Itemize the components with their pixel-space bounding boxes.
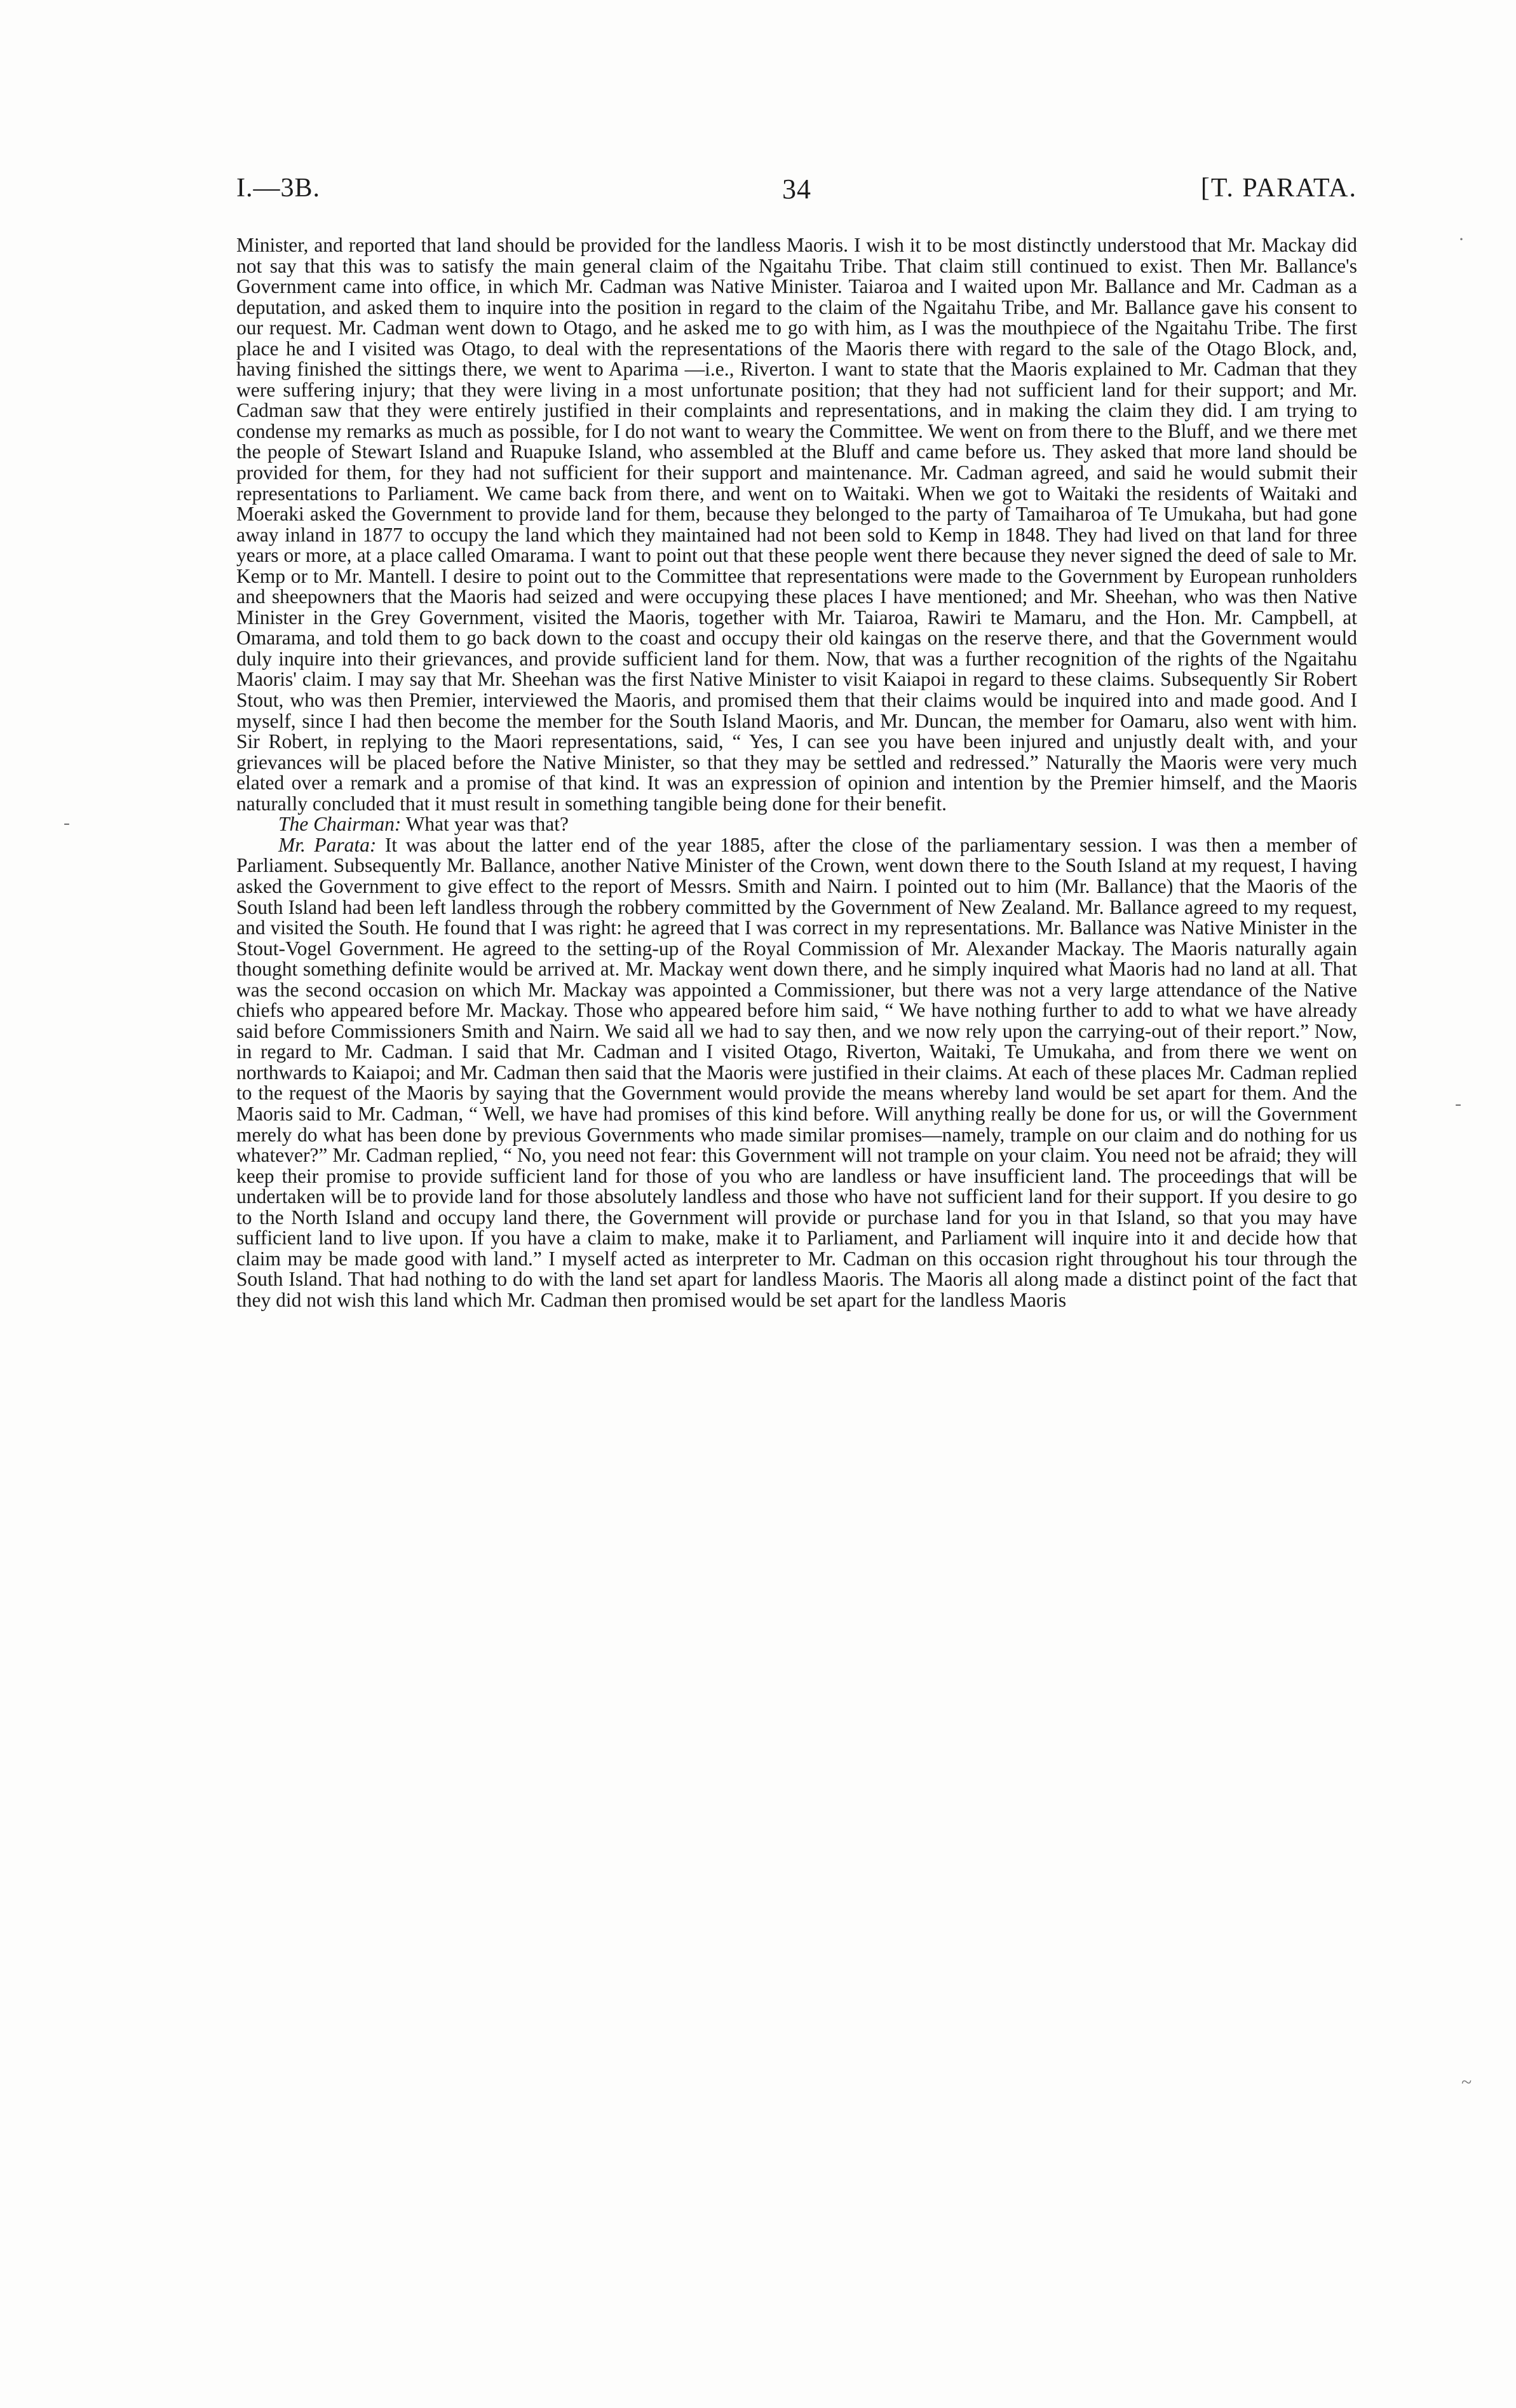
page-number: 34 xyxy=(782,173,811,205)
page-header xyxy=(236,173,1357,217)
paragraph xyxy=(236,835,1357,1311)
paragraph-text: Minister, and reported that land should be provided for the landless Maoris. I wish it to be most distinctly understood that Mr. Mackay did not say that this was to satisfy the main general claim of the Ngaitahu Tribe. That claim still continued to exist. Then Mr. Ballance's Government came into office, in which Mr. Cadman was Native Minister. Taiaroa and I waited upon Mr. Ballance and Mr. Cadman as a deputation, and asked them to inquire into the position in regard to the claim of the Ngaitahu Tribe, and Mr. Ballance gave his consent to our request. Mr. Cadman went down to Otago, and he asked me to go with him, as I was the mouthpiece of the Ngaitahu Tribe. The first place he and I visited was Otago, to deal with the representations of the Maoris there with regard to the sale of the Otago Block, and, having finished the sittings there, we went to Aparima —i.e., Riverton. I want to state that the Maoris explained to Mr. Cadman that they were suffering injury; that they were living in a most unfortunate position; that they had not sufficient land for their support; and Mr. Cadman saw that they were entirely justified in their complaints and representations, and in making the claim they did. I am trying to condense my remarks as much as possible, for I do not want to weary the Committee. We went on from there to the Bluff, and we there met the people of Stewart Island and Ruapuke Island, who assembled at the Bluff and came before us. They asked that more land should be provided for them, for they had not sufficient for their support and maintenance. Mr. Cadman agreed, and said he would submit their representations to Parliament. We came back from there, and went on to Waitaki. When we got to Waitaki the residents of Waitaki and Moeraki asked the Government to provide land for them, because they belonged to the party of Tamaiharoa of Te Umukaha, but had gone away inland in 1877 to occupy the land which they maintained had not been sold to Kemp in 1848. They had lived on that land for three years or more, at a place called Omarama. I want to point out that these people went there because they never signed the deed of sale to Mr. Kemp or to Mr. Mantell. I desire to point out to the Committee that representations were made to the Government by European runholders and sheepowners that the Maoris had seized and were occupying these places I have mentioned; and Mr. Sheehan, who was then Native Minister in the Grey Government, visited the Maoris, together with Mr. Taiaroa, Rawiri te Mamaru, and the Hon. Mr. Campbell, at Omarama, and told them to go back down to the coast and occupy their old kaingas on the reserve there, and that the Government would duly inquire into their grievances, and provide sufficient land for them. Now, that was a further recognition of the rights of the Ngaitahu Maoris' claim. I may say that Mr. Sheehan was the first Native Minister to visit Kaiapoi in regard to these claims. Subsequently Sir Robert Stout, who was then Premier, interviewed the Maoris, and promised them that their claims would be inquired into and made good. And I myself, since I had then become the member for the South Island Maoris, and Mr. Duncan, the member for Oamaru, also went with him. Sir Robert, in replying to the Maori representations, said, “ Yes, I can see you have been injured and unjustly dealt with, and your grievances will be placed before the Native Minister, so that they may be settled and redressed.” Naturally the Maoris were very much elated over a remark and a promise of that kind. It was an expression of opinion and intention by the Premier himself, and the Maoris naturally concluded that it must result in something tangible being done for their benefit. xyxy=(236,234,1357,815)
margin-speck: · xyxy=(1458,229,1465,250)
paragraph xyxy=(236,235,1357,814)
paper-reference: I.—3B. xyxy=(236,173,320,203)
speaker-label: The Chairman: xyxy=(278,813,402,836)
body-text xyxy=(236,235,1357,1310)
speaker-reference: [T. PARATA. xyxy=(1200,173,1357,203)
speaker-label: Mr. Parata: xyxy=(278,833,377,856)
paragraph xyxy=(236,814,1357,835)
margin-speck: - xyxy=(64,812,70,833)
paragraph-text: It was about the latter end of the year 1885, after the close of the parliamentary session. I was then a member of Parliament. Subsequently Mr. Ballance, another Native Minister of the Crown, went down there to the South Island at my request, I having asked the Government to give effect to the report of Messrs. Smith and Nairn. I pointed out to him (Mr. Ballance) that the Maoris of the South Island had been left landless through the robbery committed by the Government of New Zealand. Mr. Ballance agreed to my request, and visited the South. He found that I was right: he agreed that I was correct in my representations. Mr. Ballance was Native Minister in the Stout-Vogel Government. He agreed to the setting-up of the Royal Commission of Mr. Alexander Mackay. The Maoris naturally again thought something definite would be arrived at. Mr. Mackay went down there, and he simply inquired what Maoris had no land at all. That was the second occasion on which Mr. Mackay was appointed a Commissioner, but there was not a very large attendance of the Native chiefs who appeared before Mr. Mackay. Those who appeared before him said, “ We have nothing further to add to what we have already said before Commissioners Smith and Nairn. We said all we had to say then, and we now rely upon the carrying-out of their report.” Now, in regard to Mr. Cadman. I said that Mr. Cadman and I visited Otago, Riverton, Waitaki, Te Umukaha, and from there we went on northwards to Kaiapoi; and Mr. Cadman then said that the Maoris were justified in their claims. At each of these places Mr. Cadman replied to the request of the Maoris by saying that the Government would provide the means whereby land would be set apart for them. And the Maoris said to Mr. Cadman, “ Well, we have had promises of this kind before. Will anything really be done for us, or will the Government merely do what has been done by previous Governments who made similar promises—namely, trample on our claim and do nothing for us whatever?” Mr. Cadman replied, “ No, you need not fear: this Government will not trample on your claim. You need not be afraid; they will keep their promise to provide sufficient land for those of you who are landless or have insufficient land. The proceedings that will be undertaken will be to provide land for those absolutely landless and those who have not sufficient land for their support. If you desire to go to the North Island and occupy land there, the Government will provide or purchase land for you in that Island, so that you may have sufficient land to live upon. If you have a claim to make, make it to Parliament, and Parliament will inquire into it and decide how that claim may be made good with land.” I myself acted as interpreter to Mr. Cadman on this occasion right throughout his tour through the South Island. That had nothing to do with the land set apart for landless Maoris. The Maoris all along made a distinct point of the fact that they did not wish this land which Mr. Cadman then promised would be set apart for the landless Maoris xyxy=(236,833,1357,1311)
margin-speck: ~ xyxy=(1461,2072,1472,2093)
paragraph-text: What year was that? xyxy=(405,813,569,836)
margin-speck: - xyxy=(1455,1093,1461,1114)
